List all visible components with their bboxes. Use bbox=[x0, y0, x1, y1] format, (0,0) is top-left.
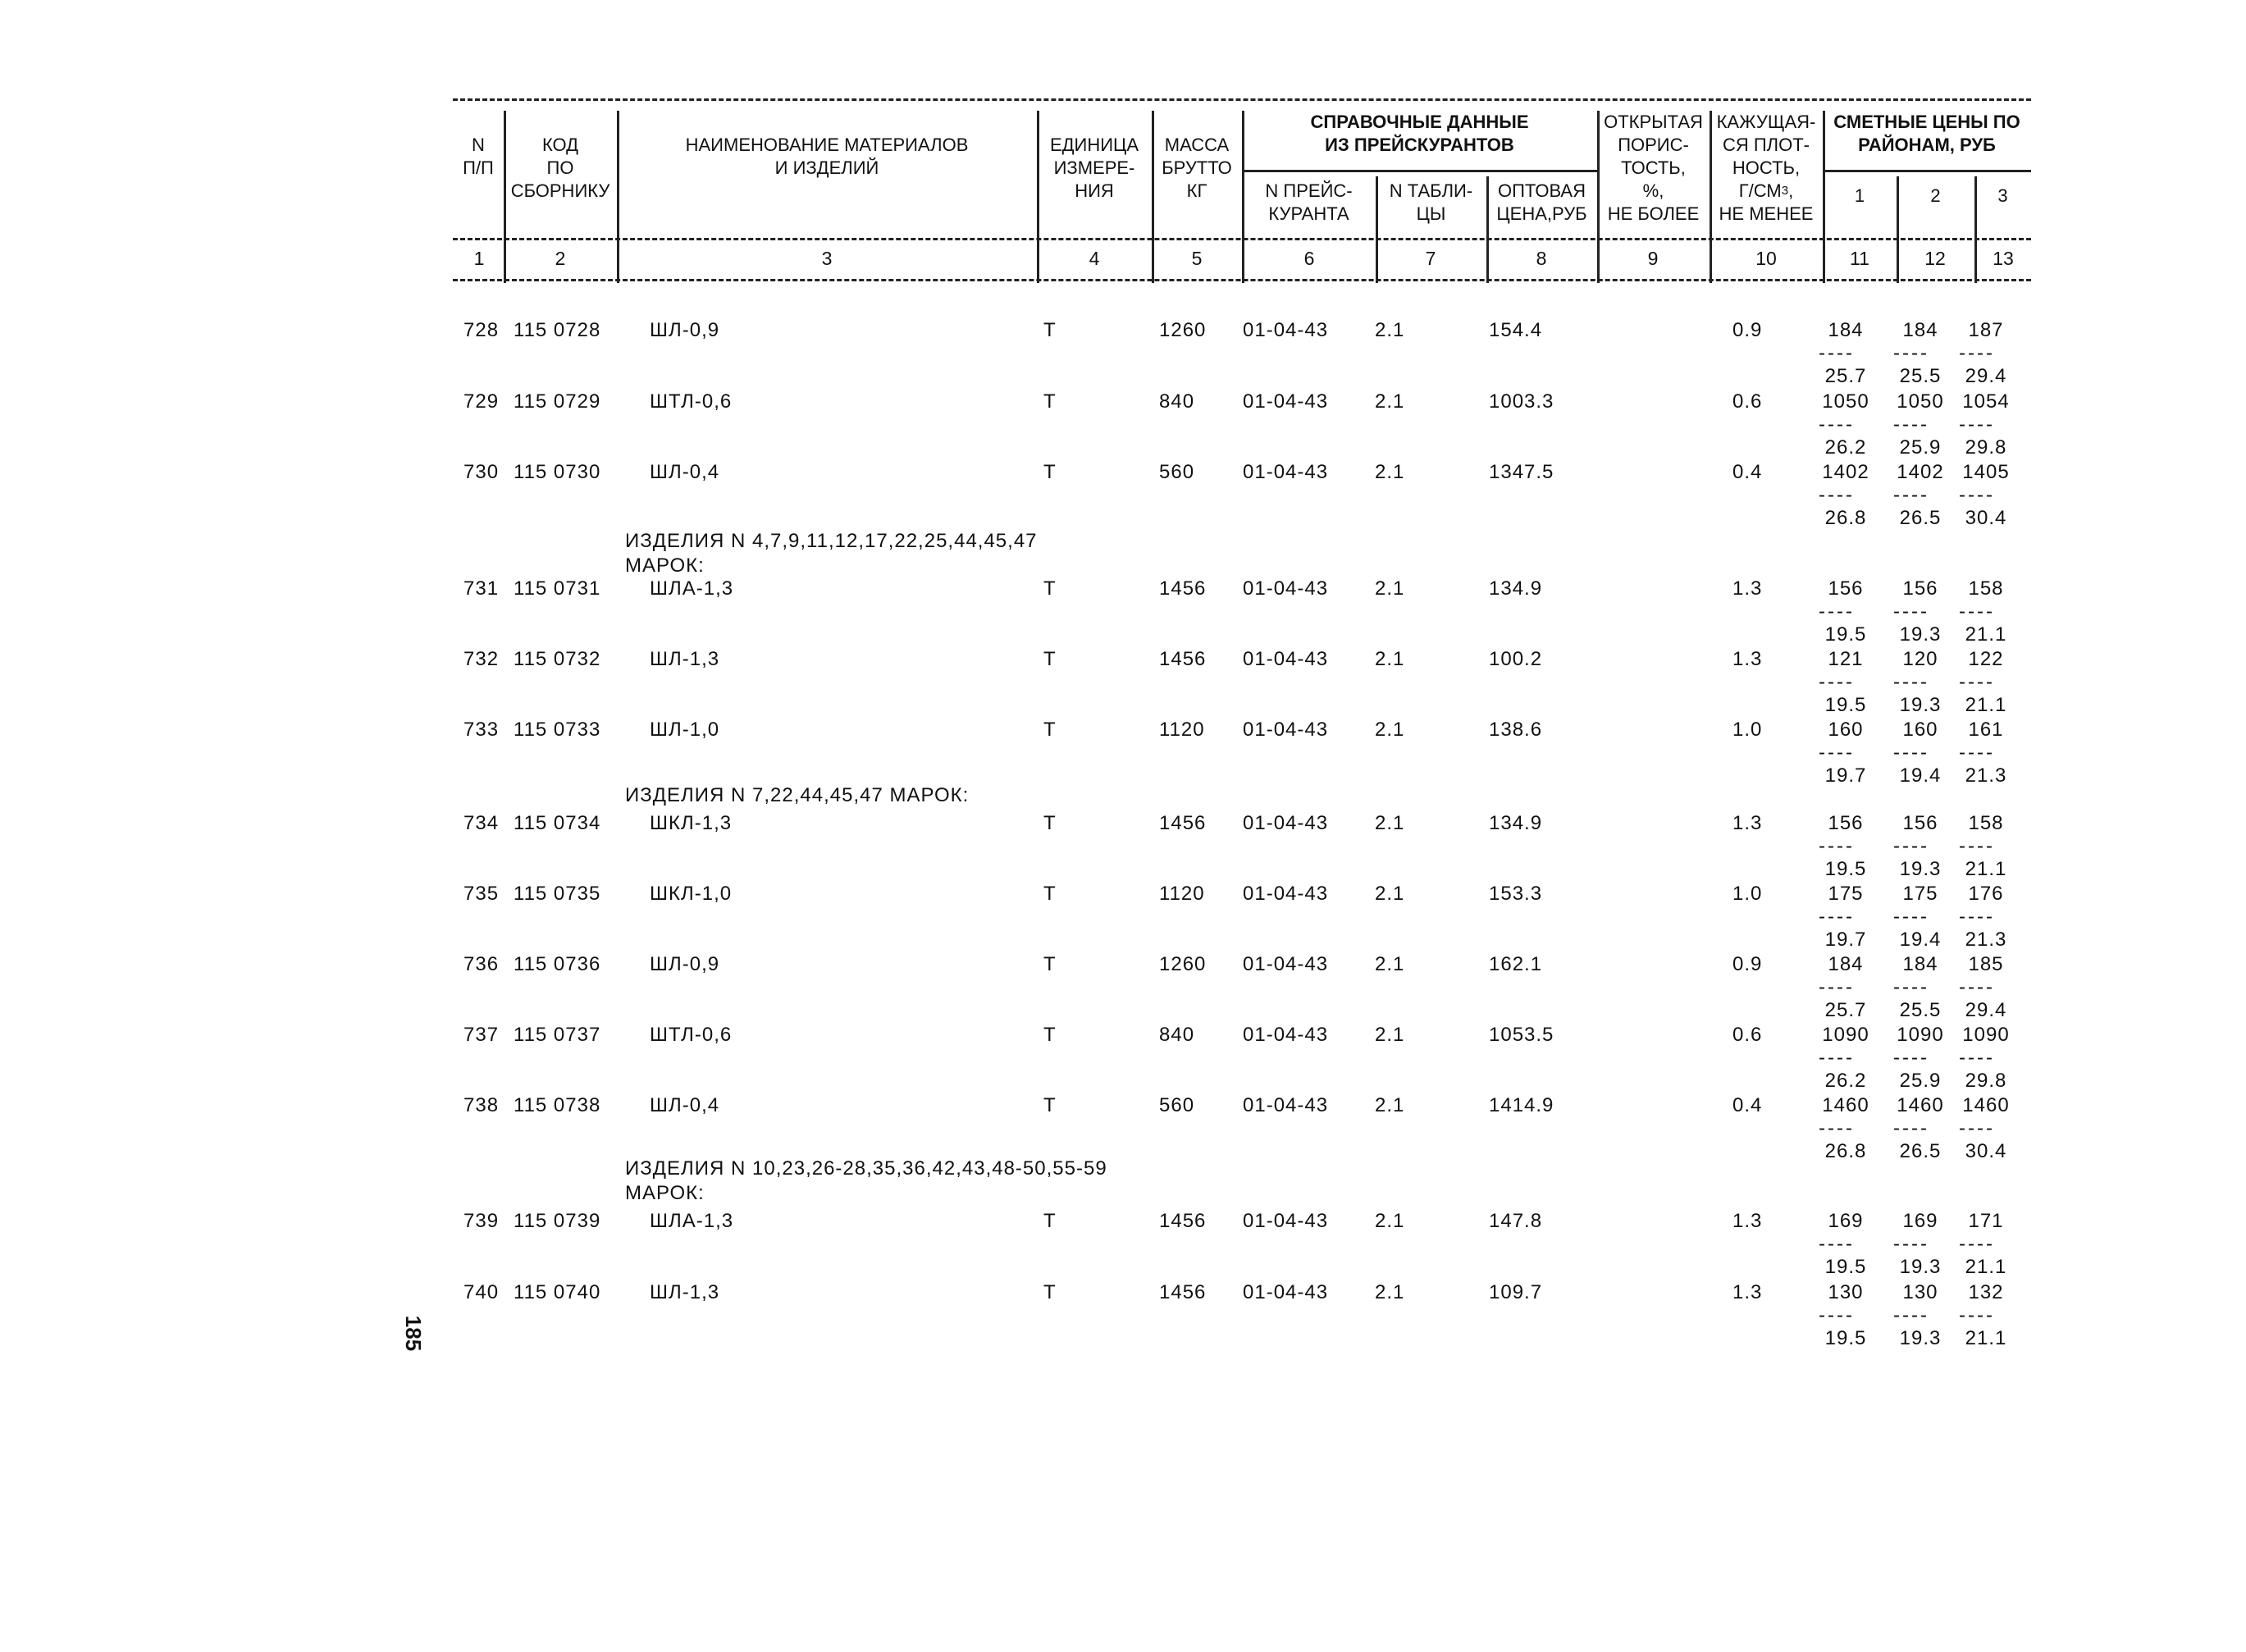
fraction-line: ---- bbox=[1819, 1117, 1855, 1139]
cell-price-list: 01-04-43 bbox=[1243, 319, 1329, 341]
cell-name: ШЛА-1,3 bbox=[650, 577, 734, 600]
cell-p1: 1050 bbox=[1822, 390, 1869, 413]
cell-table: 2.1 bbox=[1375, 812, 1405, 834]
cell-unit: Т bbox=[1043, 577, 1057, 600]
cell-p3: 161 bbox=[1968, 719, 2004, 741]
cell-unit: Т bbox=[1043, 648, 1057, 670]
cell-mass: 1456 bbox=[1159, 648, 1207, 670]
col-number: 10 bbox=[1755, 248, 1777, 269]
cell-code: 115 0736 bbox=[514, 953, 601, 975]
fraction-line: ---- bbox=[1893, 1047, 1929, 1069]
cell-p2: 130 bbox=[1902, 1281, 1938, 1303]
cell-price-list: 01-04-43 bbox=[1243, 577, 1329, 600]
cell-n: 735 bbox=[463, 883, 500, 905]
cell-price-list: 01-04-43 bbox=[1243, 390, 1329, 413]
cell-p2: 156 bbox=[1902, 577, 1938, 600]
cell-code: 115 0739 bbox=[514, 1210, 601, 1232]
fraction-line: ---- bbox=[1893, 1233, 1929, 1255]
cell-unit: Т bbox=[1043, 1024, 1057, 1046]
header-col9: ОТКРЫТАЯ ПОРИС- ТОСТЬ, %, НЕ БОЛЕЕ bbox=[1604, 112, 1703, 224]
cell-name: ШТЛ-0,6 bbox=[650, 390, 733, 413]
cell-q3: 21.1 bbox=[1965, 1327, 2007, 1349]
cell-unit: Т bbox=[1043, 953, 1057, 975]
cell-p1: 130 bbox=[1828, 1281, 1864, 1303]
fraction-line: ---- bbox=[1893, 342, 1929, 364]
cell-q2: 25.5 bbox=[1899, 365, 1942, 387]
cell-unit: Т bbox=[1043, 319, 1057, 341]
cell-q1: 19.5 bbox=[1824, 1327, 1867, 1349]
fraction-line: ---- bbox=[1819, 976, 1855, 998]
fraction-line: ---- bbox=[1959, 976, 1995, 998]
cell-q2: 19.3 bbox=[1899, 1327, 1942, 1349]
cell-name: ШЛ-0,4 bbox=[650, 1094, 720, 1116]
cell-q2: 19.4 bbox=[1899, 929, 1942, 951]
cell-wholesale: 1053.5 bbox=[1489, 1024, 1554, 1046]
cell-name: ШЛА-1,3 bbox=[650, 1210, 734, 1232]
cell-unit: Т bbox=[1043, 883, 1057, 905]
cell-density: 1.3 bbox=[1732, 1281, 1763, 1303]
cell-unit: Т bbox=[1043, 390, 1057, 413]
cell-q1: 19.7 bbox=[1824, 929, 1867, 951]
cell-table: 2.1 bbox=[1375, 1024, 1405, 1046]
fraction-line: ---- bbox=[1959, 671, 1995, 693]
cell-p3: 1405 bbox=[1962, 461, 2010, 483]
cell-q1: 26.8 bbox=[1824, 507, 1867, 529]
cell-q1: 19.5 bbox=[1824, 1256, 1867, 1278]
cell-wholesale: 162.1 bbox=[1489, 953, 1543, 975]
cell-code: 115 0733 bbox=[514, 719, 601, 741]
fraction-line: ---- bbox=[1819, 671, 1855, 693]
cell-wholesale: 154.4 bbox=[1489, 319, 1543, 341]
cell-density: 0.9 bbox=[1732, 319, 1763, 341]
group-note: ИЗДЕЛИЯ N 10,23,26-28,35,36,42,43,48-50,55-59 bbox=[625, 1157, 1107, 1180]
fraction-line: ---- bbox=[1819, 1233, 1855, 1255]
header-group-prices: СМЕТНЫЕ ЦЕНЫ ПО РАЙОНАМ, РУБ bbox=[1833, 112, 2020, 155]
col-number: 9 bbox=[1647, 248, 1659, 269]
cell-p2: 1090 bbox=[1897, 1024, 1944, 1046]
cell-p2: 1460 bbox=[1897, 1094, 1944, 1116]
cell-q1: 26.2 bbox=[1824, 1070, 1867, 1092]
cell-p2: 184 bbox=[1902, 319, 1938, 341]
header-col3: НАИМЕНОВАНИЕ МАТЕРИАЛОВ И ИЗДЕЛИЙ bbox=[685, 135, 969, 178]
fraction-line: ---- bbox=[1893, 906, 1929, 928]
group-note: ИЗДЕЛИЯ N 4,7,9,11,12,17,22,25,44,45,47 bbox=[625, 530, 1038, 552]
cell-code: 115 0734 bbox=[514, 812, 601, 834]
cell-mass: 1120 bbox=[1159, 883, 1205, 905]
cell-code: 115 0731 bbox=[514, 577, 601, 600]
cell-wholesale: 1003.3 bbox=[1489, 390, 1554, 413]
cell-name: ШКЛ-1,3 bbox=[650, 812, 733, 834]
cell-price-list: 01-04-43 bbox=[1243, 1024, 1329, 1046]
fraction-line: ---- bbox=[1959, 1117, 1995, 1139]
cell-p2: 184 bbox=[1902, 953, 1938, 975]
cell-density: 0.6 bbox=[1732, 390, 1763, 413]
col-number: 3 bbox=[821, 248, 833, 269]
col-number: 8 bbox=[1536, 248, 1547, 269]
fraction-line: ---- bbox=[1959, 742, 1995, 764]
cell-mass: 1456 bbox=[1159, 1281, 1207, 1303]
cell-n: 730 bbox=[463, 461, 500, 483]
cell-q3: 21.1 bbox=[1965, 1256, 2007, 1278]
header-col2: КОД ПО СБОРНИКУ bbox=[510, 135, 610, 201]
fraction-line: ---- bbox=[1959, 484, 1995, 506]
cell-q3: 21.1 bbox=[1965, 623, 2007, 646]
cell-name: ШКЛ-1,0 bbox=[650, 883, 733, 905]
col-number: 1 bbox=[473, 248, 485, 269]
cell-code: 115 0738 bbox=[514, 1094, 601, 1116]
cell-table: 2.1 bbox=[1375, 953, 1405, 975]
cell-table: 2.1 bbox=[1375, 648, 1405, 670]
cell-code: 115 0740 bbox=[514, 1281, 601, 1303]
col-number: 5 bbox=[1191, 248, 1203, 269]
cell-n: 737 bbox=[463, 1024, 500, 1046]
cell-wholesale: 109.7 bbox=[1489, 1281, 1543, 1303]
group-note: ИЗДЕЛИЯ N 7,22,44,45,47 МАРОК: bbox=[625, 784, 970, 806]
fraction-line: ---- bbox=[1893, 671, 1929, 693]
cell-p2: 1402 bbox=[1897, 461, 1944, 483]
fraction-line: ---- bbox=[1893, 1117, 1929, 1139]
cell-unit: Т bbox=[1043, 461, 1057, 483]
col-number: 11 bbox=[1850, 248, 1869, 269]
cell-price-list: 01-04-43 bbox=[1243, 461, 1329, 483]
cell-mass: 1456 bbox=[1159, 577, 1207, 600]
cell-p1: 156 bbox=[1828, 577, 1864, 600]
cell-p3: 122 bbox=[1968, 648, 2004, 670]
cell-unit: Т bbox=[1043, 812, 1057, 834]
cell-q2: 19.3 bbox=[1899, 858, 1942, 880]
table-header bbox=[453, 94, 2031, 283]
fraction-line: ---- bbox=[1959, 906, 1995, 928]
fraction-line: ---- bbox=[1893, 413, 1929, 436]
col-number: 12 bbox=[1924, 248, 1946, 269]
page-number: 185 bbox=[401, 1315, 427, 1352]
cell-q1: 19.5 bbox=[1824, 694, 1867, 716]
fraction-line: ---- bbox=[1819, 835, 1855, 857]
cell-p1: 169 bbox=[1828, 1210, 1864, 1232]
fraction-line: ---- bbox=[1959, 600, 1995, 623]
header-col6: N ПРЕЙС- КУРАНТА bbox=[1265, 180, 1353, 224]
cell-p1: 184 bbox=[1828, 953, 1864, 975]
cell-n: 728 bbox=[463, 319, 500, 341]
fraction-line: ---- bbox=[1819, 484, 1855, 506]
header-sub-3: 3 bbox=[1997, 185, 2008, 206]
cell-q3: 21.1 bbox=[1965, 858, 2007, 880]
header-col8: ОПТОВАЯ ЦЕНА,РУБ bbox=[1496, 180, 1587, 224]
cell-q2: 26.5 bbox=[1899, 507, 1942, 529]
cell-p3: 1460 bbox=[1962, 1094, 2010, 1116]
cell-table: 2.1 bbox=[1375, 319, 1405, 341]
cell-p2: 175 bbox=[1902, 883, 1938, 905]
fraction-line: ---- bbox=[1819, 413, 1855, 436]
cell-q3: 21.1 bbox=[1965, 694, 2007, 716]
cell-p2: 156 bbox=[1902, 812, 1938, 834]
group-note: МАРОК: bbox=[625, 1182, 705, 1204]
fraction-line: ---- bbox=[1819, 906, 1855, 928]
cell-q3: 30.4 bbox=[1965, 1140, 2007, 1162]
cell-n: 738 bbox=[463, 1094, 500, 1116]
cell-price-list: 01-04-43 bbox=[1243, 883, 1329, 905]
cell-p3: 158 bbox=[1968, 812, 2004, 834]
cell-mass: 1120 bbox=[1159, 719, 1205, 741]
fraction-line: ---- bbox=[1959, 835, 1995, 857]
cell-p3: 185 bbox=[1968, 953, 2004, 975]
fraction-line: ---- bbox=[1959, 1304, 1995, 1326]
cell-table: 2.1 bbox=[1375, 883, 1405, 905]
cell-wholesale: 1347.5 bbox=[1489, 461, 1554, 483]
cell-name: ШТЛ-0,6 bbox=[650, 1024, 733, 1046]
cell-density: 1.3 bbox=[1732, 577, 1763, 600]
cell-wholesale: 153.3 bbox=[1489, 883, 1543, 905]
cell-p1: 1090 bbox=[1822, 1024, 1869, 1046]
cell-name: ШЛ-1,0 bbox=[650, 719, 720, 741]
cell-mass: 1260 bbox=[1159, 953, 1207, 975]
cell-p3: 171 bbox=[1968, 1210, 2004, 1232]
cell-mass: 560 bbox=[1159, 461, 1195, 483]
cell-mass: 1260 bbox=[1159, 319, 1207, 341]
cell-mass: 1456 bbox=[1159, 812, 1207, 834]
cell-unit: Т bbox=[1043, 719, 1057, 741]
cell-name: ШЛ-1,3 bbox=[650, 648, 720, 670]
fraction-line: ---- bbox=[1959, 1047, 1995, 1069]
cell-p2: 169 bbox=[1902, 1210, 1938, 1232]
cell-p3: 1090 bbox=[1962, 1024, 2010, 1046]
fraction-line: ---- bbox=[1893, 976, 1929, 998]
col-number: 7 bbox=[1425, 248, 1436, 269]
cell-mass: 840 bbox=[1159, 1024, 1195, 1046]
fraction-line: ---- bbox=[1819, 342, 1855, 364]
fraction-line: ---- bbox=[1893, 484, 1929, 506]
cell-mass: 1456 bbox=[1159, 1210, 1207, 1232]
cell-q2: 25.9 bbox=[1899, 1070, 1942, 1092]
cell-n: 729 bbox=[463, 390, 500, 413]
cell-n: 731 bbox=[463, 577, 500, 600]
cell-code: 115 0729 bbox=[514, 390, 601, 413]
cell-p2: 120 bbox=[1902, 648, 1938, 670]
header-top-rule bbox=[453, 98, 2031, 101]
cell-p1: 1460 bbox=[1822, 1094, 1869, 1116]
cell-n: 740 bbox=[463, 1281, 500, 1303]
cell-code: 115 0737 bbox=[514, 1024, 601, 1046]
fraction-line: ---- bbox=[1959, 413, 1995, 436]
cell-p1: 184 bbox=[1828, 319, 1864, 341]
cell-p3: 158 bbox=[1968, 577, 2004, 600]
cell-table: 2.1 bbox=[1375, 577, 1405, 600]
col-number: 4 bbox=[1089, 248, 1100, 269]
cell-name: ШЛ-0,4 bbox=[650, 461, 720, 483]
cell-density: 1.0 bbox=[1732, 719, 1763, 741]
cell-q2: 25.5 bbox=[1899, 999, 1942, 1021]
cell-q1: 25.7 bbox=[1824, 999, 1867, 1021]
fraction-line: ---- bbox=[1959, 1233, 1995, 1255]
cell-q3: 29.4 bbox=[1965, 365, 2007, 387]
col-number: 13 bbox=[1993, 248, 2014, 269]
cell-table: 2.1 bbox=[1375, 1210, 1405, 1232]
cell-name: ШЛ-1,3 bbox=[650, 1281, 720, 1303]
cell-price-list: 01-04-43 bbox=[1243, 719, 1329, 741]
cell-code: 115 0732 bbox=[514, 648, 601, 670]
cell-p2: 1050 bbox=[1897, 390, 1944, 413]
cell-density: 0.4 bbox=[1732, 1094, 1763, 1116]
cell-unit: Т bbox=[1043, 1210, 1057, 1232]
cell-q3: 29.8 bbox=[1965, 436, 2007, 459]
header-sub-2: 2 bbox=[1930, 185, 1941, 206]
cell-price-list: 01-04-43 bbox=[1243, 1094, 1329, 1116]
col-number: 2 bbox=[555, 248, 566, 269]
cell-q3: 21.3 bbox=[1965, 764, 2007, 787]
cell-wholesale: 100.2 bbox=[1489, 648, 1543, 670]
cell-p1: 156 bbox=[1828, 812, 1864, 834]
cell-name: ШЛ-0,9 bbox=[650, 319, 720, 341]
cell-table: 2.1 bbox=[1375, 461, 1405, 483]
cell-mass: 560 bbox=[1159, 1094, 1195, 1116]
cell-density: 0.9 bbox=[1732, 953, 1763, 975]
cell-table: 2.1 bbox=[1375, 390, 1405, 413]
fraction-line: ---- bbox=[1893, 600, 1929, 623]
cell-q2: 19.3 bbox=[1899, 694, 1942, 716]
col-number: 6 bbox=[1303, 248, 1315, 269]
cell-wholesale: 134.9 bbox=[1489, 577, 1543, 600]
cell-p1: 160 bbox=[1828, 719, 1864, 741]
fraction-line: ---- bbox=[1893, 835, 1929, 857]
header-sub-1: 1 bbox=[1854, 185, 1865, 206]
cell-density: 1.3 bbox=[1732, 812, 1763, 834]
cell-code: 115 0730 bbox=[514, 461, 601, 483]
cell-name: ШЛ-0,9 bbox=[650, 953, 720, 975]
cell-wholesale: 134.9 bbox=[1489, 812, 1543, 834]
header-col4: ЕДИНИЦА ИЗМЕРЕ- НИЯ bbox=[1049, 135, 1139, 201]
cell-q1: 25.7 bbox=[1824, 365, 1867, 387]
cell-q2: 19.4 bbox=[1899, 764, 1942, 787]
cell-q3: 29.8 bbox=[1965, 1070, 2007, 1092]
fraction-line: ---- bbox=[1893, 1304, 1929, 1326]
cell-n: 732 bbox=[463, 648, 500, 670]
cell-wholesale: 138.6 bbox=[1489, 719, 1543, 741]
cell-q1: 19.5 bbox=[1824, 623, 1867, 646]
cell-p1: 175 bbox=[1828, 883, 1864, 905]
fraction-line: ---- bbox=[1819, 600, 1855, 623]
header-col5: МАССА БРУТТО КГ bbox=[1162, 135, 1232, 201]
cell-mass: 840 bbox=[1159, 390, 1195, 413]
cell-p1: 121 bbox=[1828, 648, 1864, 670]
cell-q2: 19.3 bbox=[1899, 1256, 1942, 1278]
cell-table: 2.1 bbox=[1375, 1094, 1405, 1116]
cell-p1: 1402 bbox=[1822, 461, 1869, 483]
fraction-line: ---- bbox=[1819, 742, 1855, 764]
cell-p3: 1054 bbox=[1962, 390, 2010, 413]
cell-n: 734 bbox=[463, 812, 500, 834]
cell-unit: Т bbox=[1043, 1281, 1057, 1303]
cell-q1: 26.2 bbox=[1824, 436, 1867, 459]
cell-table: 2.1 bbox=[1375, 719, 1405, 741]
cell-density: 1.0 bbox=[1732, 883, 1763, 905]
fraction-line: ---- bbox=[1819, 1047, 1855, 1069]
cell-density: 0.4 bbox=[1732, 461, 1763, 483]
cell-wholesale: 1414.9 bbox=[1489, 1094, 1554, 1116]
cell-q2: 26.5 bbox=[1899, 1140, 1942, 1162]
fraction-line: ---- bbox=[1819, 1304, 1855, 1326]
cell-density: 1.3 bbox=[1732, 1210, 1763, 1232]
cell-price-list: 01-04-43 bbox=[1243, 648, 1329, 670]
cell-q3: 29.4 bbox=[1965, 999, 2007, 1021]
header-col10: КАЖУЩАЯ- СЯ ПЛОТ- НОСТЬ, $Г/СМ^3$, НЕ МЕНЕЕ bbox=[1716, 112, 1816, 224]
cell-q1: 19.7 bbox=[1824, 764, 1867, 787]
cell-price-list: 01-04-43 bbox=[1243, 812, 1329, 834]
cell-price-list: 01-04-43 bbox=[1243, 953, 1329, 975]
cell-p3: 176 bbox=[1968, 883, 2004, 905]
cell-q3: 30.4 bbox=[1965, 507, 2007, 529]
fraction-line: ---- bbox=[1893, 742, 1929, 764]
cell-q1: 26.8 bbox=[1824, 1140, 1867, 1162]
cell-table: 2.1 bbox=[1375, 1281, 1405, 1303]
header-col7: N ТАБЛИ- ЦЫ bbox=[1389, 180, 1473, 224]
header-col1: N П/П bbox=[463, 135, 494, 178]
cell-unit: Т bbox=[1043, 1094, 1057, 1116]
cell-q3: 21.3 bbox=[1965, 929, 2007, 951]
cell-n: 733 bbox=[463, 719, 500, 741]
cell-n: 736 bbox=[463, 953, 500, 975]
cell-price-list: 01-04-43 bbox=[1243, 1281, 1329, 1303]
cell-q2: 19.3 bbox=[1899, 623, 1942, 646]
cell-wholesale: 147.8 bbox=[1489, 1210, 1543, 1232]
cell-q2: 25.9 bbox=[1899, 436, 1942, 459]
cell-q1: 19.5 bbox=[1824, 858, 1867, 880]
fraction-line: ---- bbox=[1959, 342, 1995, 364]
cell-code: 115 0728 bbox=[514, 319, 601, 341]
header-group-reference: СПРАВОЧНЫЕ ДАННЫЕ ИЗ ПРЕЙСКУРАНТОВ bbox=[1310, 112, 1529, 155]
cell-density: 1.3 bbox=[1732, 648, 1763, 670]
cell-p2: 160 bbox=[1902, 719, 1938, 741]
cell-p3: 187 bbox=[1968, 319, 2004, 341]
cell-price-list: 01-04-43 bbox=[1243, 1210, 1329, 1232]
cell-n: 739 bbox=[463, 1210, 500, 1232]
cell-p3: 132 bbox=[1968, 1281, 2004, 1303]
cell-code: 115 0735 bbox=[514, 883, 601, 905]
cell-density: 0.6 bbox=[1732, 1024, 1763, 1046]
group-note: МАРОК: bbox=[625, 554, 705, 577]
